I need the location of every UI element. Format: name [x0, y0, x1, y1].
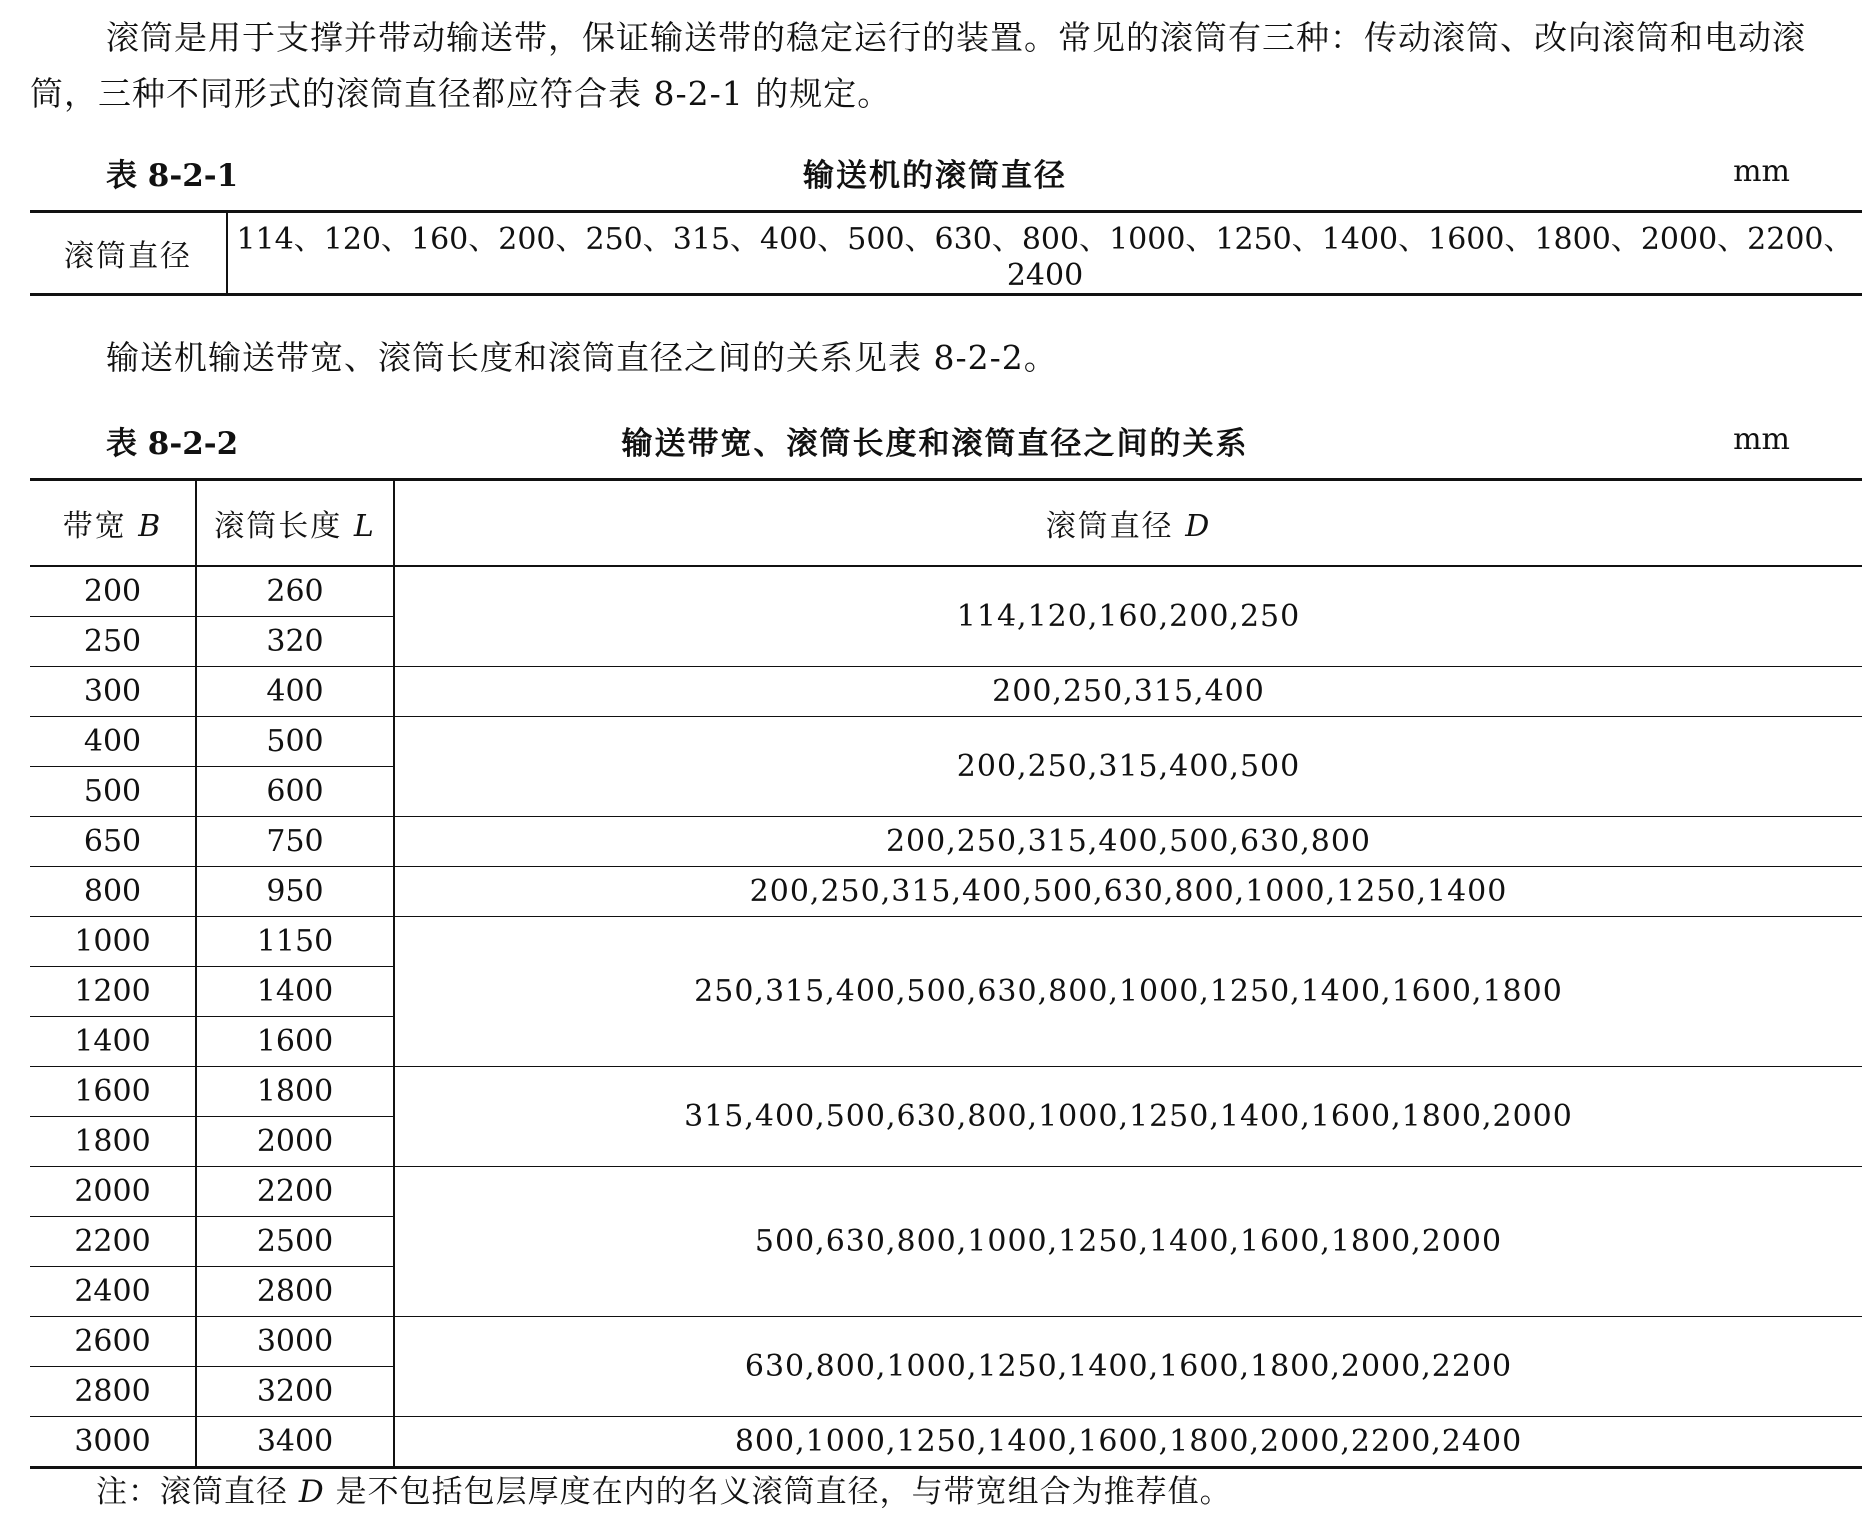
- roller-diameter-cell: 200,250,315,400,500,630,800,1000,1250,1400: [394, 867, 1862, 917]
- roller-length-cell: 750: [196, 817, 394, 867]
- table-row: [30, 566, 1862, 617]
- roller-diameter-cell: 250,315,400,500,630,800,1000,1250,1400,1600,1800: [394, 917, 1862, 1067]
- belt-width-cell: 1800: [30, 1117, 196, 1167]
- table1-unit: mm: [1733, 154, 1790, 189]
- belt-width-cell: 300: [30, 667, 196, 717]
- roller-length-cell: 1150: [196, 917, 394, 967]
- roller-length-cell: 2800: [196, 1267, 394, 1317]
- intro-paragraph: 滚筒是用于支撑并带动输送带，保证输送带的稳定运行的装置。常见的滚筒有三种：传动滚筒、改向滚筒和电动滚筒，三种不同形式的滚筒直径都应符合表 8-2-1 的规定。: [30, 18, 1806, 113]
- table2-relationship: [30, 478, 1862, 1469]
- roller-length-cell: 600: [196, 767, 394, 817]
- roller-diameter-cell: 630,800,1000,1250,1400,1600,1800,2000,2200: [394, 1317, 1862, 1417]
- roller-length-cell: 260: [196, 566, 394, 617]
- roller-length-cell: 2200: [196, 1167, 394, 1217]
- table-note: [96, 1466, 1232, 1511]
- table1-roller-diameter: [30, 210, 1862, 296]
- roller-diameter-cell: 200,250,315,400,500: [394, 717, 1862, 817]
- roller-diameter-cell: 200,250,315,400: [394, 667, 1862, 717]
- roller-length-cell: 2500: [196, 1217, 394, 1267]
- roller-diameter-cell: 500,630,800,1000,1250,1400,1600,1800,2000: [394, 1167, 1862, 1317]
- roller-length-cell: 3200: [196, 1367, 394, 1417]
- belt-width-cell: 800: [30, 867, 196, 917]
- table2-unit: mm: [1733, 422, 1790, 457]
- table1-title: 输送机的滚筒直径: [803, 158, 1067, 194]
- table2-caption: [30, 418, 1840, 468]
- belt-width-cell: 1600: [30, 1067, 196, 1117]
- table1-caption: [30, 150, 1840, 200]
- belt-width-cell: 650: [30, 817, 196, 867]
- belt-width-cell: 1400: [30, 1017, 196, 1067]
- roller-diameter-cell: 800,1000,1250,1400,1600,1800,2000,2200,2400: [394, 1417, 1862, 1468]
- table-row: [30, 1417, 1862, 1468]
- note-prefix: 注：滚筒直径: [96, 1474, 288, 1510]
- belt-width-cell: 2000: [30, 1167, 196, 1217]
- roller-length-cell: 2000: [196, 1117, 394, 1167]
- roller-length-cell: 3400: [196, 1417, 394, 1468]
- belt-width-cell: 3000: [30, 1417, 196, 1468]
- belt-width-cell: 2600: [30, 1317, 196, 1367]
- header-belt-width: 带宽 B: [30, 480, 196, 567]
- header-roller-diameter: 滚筒直径 D: [394, 480, 1862, 567]
- belt-width-cell: 1200: [30, 967, 196, 1017]
- roller-diameter-cell: 315,400,500,630,800,1000,1250,1400,1600,1800,2000: [394, 1067, 1862, 1167]
- table2-header-row: [30, 480, 1862, 567]
- table-row: [30, 817, 1862, 867]
- roller-length-cell: 1400: [196, 967, 394, 1017]
- table-row: [30, 1067, 1862, 1117]
- belt-width-cell: 1000: [30, 917, 196, 967]
- roller-length-cell: 400: [196, 667, 394, 717]
- belt-width-cell: 2800: [30, 1367, 196, 1417]
- table2-number: 表 8-2-2: [106, 426, 239, 462]
- table-row: [30, 717, 1862, 767]
- roller-diameter-cell: 200,250,315,400,500,630,800: [394, 817, 1862, 867]
- table-row: [30, 867, 1862, 917]
- belt-width-cell: 250: [30, 617, 196, 667]
- belt-width-cell: 500: [30, 767, 196, 817]
- table2-title: 输送带宽、滚筒长度和滚筒直径之间的关系: [621, 426, 1249, 462]
- table-row: [30, 667, 1862, 717]
- roller-length-cell: 500: [196, 717, 394, 767]
- belt-width-cell: 2200: [30, 1217, 196, 1267]
- roller-length-cell: 1600: [196, 1017, 394, 1067]
- roller-length-cell: 1800: [196, 1067, 394, 1117]
- table-row: [30, 1167, 1862, 1217]
- roller-diameter-cell: 114,120,160,200,250: [394, 566, 1862, 667]
- table1-values: 114、120、160、200、250、315、400、500、630、800、1000、1250、1400、1600、1800、2000、2200、2400: [236, 221, 1854, 293]
- table-row: [30, 1317, 1862, 1367]
- intro2-paragraph: 输送机输送带宽、滚筒长度和滚筒直径之间的关系见表 8-2-2。: [106, 338, 1058, 377]
- belt-width-cell: 400: [30, 717, 196, 767]
- belt-width-cell: 2400: [30, 1267, 196, 1317]
- header-roller-length: 滚筒长度 L: [196, 480, 394, 567]
- table1-number: 表 8-2-1: [106, 158, 239, 194]
- table1-row: [30, 212, 1862, 295]
- note-text: 是不包括包层厚度在内的名义滚筒直径，与带宽组合为推荐值。: [335, 1474, 1232, 1510]
- table-row: [30, 917, 1862, 967]
- belt-width-cell: 200: [30, 566, 196, 617]
- note-symbol: D: [298, 1474, 325, 1510]
- roller-length-cell: 320: [196, 617, 394, 667]
- table1-row-label: 滚筒直径: [30, 212, 227, 295]
- roller-length-cell: 3000: [196, 1317, 394, 1367]
- roller-length-cell: 950: [196, 867, 394, 917]
